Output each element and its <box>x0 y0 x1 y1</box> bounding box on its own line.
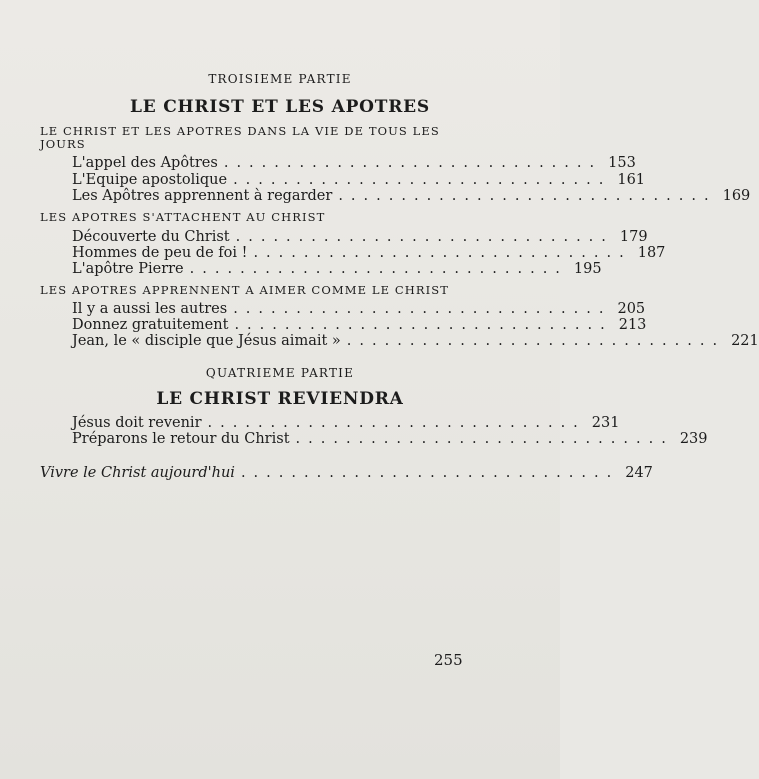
toc-entry-page: 187 <box>637 245 666 261</box>
leader-dots: .............................. <box>189 261 568 277</box>
toc-entry-label: Jean, le « disciple que Jésus aimait » <box>72 333 341 349</box>
leader-dots: .............................. <box>295 431 674 447</box>
toc-entry-label: Découverte du Christ <box>72 229 230 245</box>
toc-entry-page: 205 <box>617 301 646 317</box>
toc-entry-closing[interactable] <box>40 465 653 483</box>
toc-entry-label: Donnez gratuitement <box>72 317 229 333</box>
toc-entry-page: 247 <box>625 465 653 481</box>
section-heading-3-line1: LES APOTRES APPRENNENT A AIMER COMME LE CHRIST <box>40 283 450 297</box>
leader-dots: .............................. <box>207 415 586 431</box>
toc-entry-page: 153 <box>608 155 636 171</box>
toc-entry-page: 195 <box>573 261 602 277</box>
toc-entry-page: 169 <box>722 188 751 204</box>
toc-entry-label: Il y a aussi les autres <box>72 301 228 317</box>
toc-entry-label: L'apôtre Pierre <box>72 261 184 277</box>
toc-entry-page: 161 <box>617 172 646 188</box>
toc-entry-page: 231 <box>591 415 620 431</box>
toc-entry-page: 221 <box>731 333 759 349</box>
part4-heading: QUATRIEME PARTIE <box>205 366 355 380</box>
leader-dots: .............................. <box>240 465 620 481</box>
toc-entry-label: L'appel des Apôtres <box>72 155 218 171</box>
section-heading-2 <box>40 211 530 224</box>
leader-dots: .............................. <box>235 229 614 245</box>
page-number: 255 <box>434 651 463 669</box>
section-heading-3 <box>40 284 530 297</box>
toc-entry-label: Hommes de peu de foi ! <box>72 245 248 261</box>
toc-entry-label: Préparons le retour du Christ <box>72 431 290 447</box>
toc-entry[interactable] <box>72 155 636 173</box>
section-heading-1 <box>40 125 530 151</box>
toc-entry-page: 213 <box>618 317 647 333</box>
leader-dots: .............................. <box>234 317 613 333</box>
leader-dots: .............................. <box>233 172 612 188</box>
leader-dots: .............................. <box>233 301 612 317</box>
toc-entry-label: Jésus doit revenir <box>72 415 202 431</box>
toc-entry[interactable] <box>72 188 751 206</box>
leader-dots: .............................. <box>223 155 603 171</box>
section-heading-1-line1: LE CHRIST ET LES APOTRES DANS LA VIE DE TOUS LES <box>40 124 440 138</box>
toc-entry-label: L'Equipe apostolique <box>72 172 228 188</box>
toc-entry-page: 179 <box>619 229 648 245</box>
leader-dots: .............................. <box>253 245 632 261</box>
toc-entry-label: Les Apôtres apprennent à regarder <box>72 188 333 204</box>
toc-entry-page: 239 <box>679 431 708 447</box>
toc-entry-label: Vivre le Christ aujourd'hui <box>40 465 235 481</box>
leader-dots: .............................. <box>346 333 726 349</box>
toc-entry[interactable] <box>72 431 708 449</box>
part3-heading: TROISIEME PARTIE <box>208 72 352 86</box>
part4-title: LE CHRIST REVIENDRA <box>156 389 404 409</box>
section-heading-1-line2: JOURS <box>40 137 86 151</box>
leader-dots: .............................. <box>338 188 717 204</box>
toc-entry[interactable] <box>72 261 602 279</box>
section-heading-2-line1: LES APOTRES S'ATTACHENT AU CHRIST <box>40 210 326 224</box>
part3-title: LE CHRIST ET LES APOTRES <box>130 97 430 117</box>
toc-entry[interactable] <box>72 333 759 351</box>
